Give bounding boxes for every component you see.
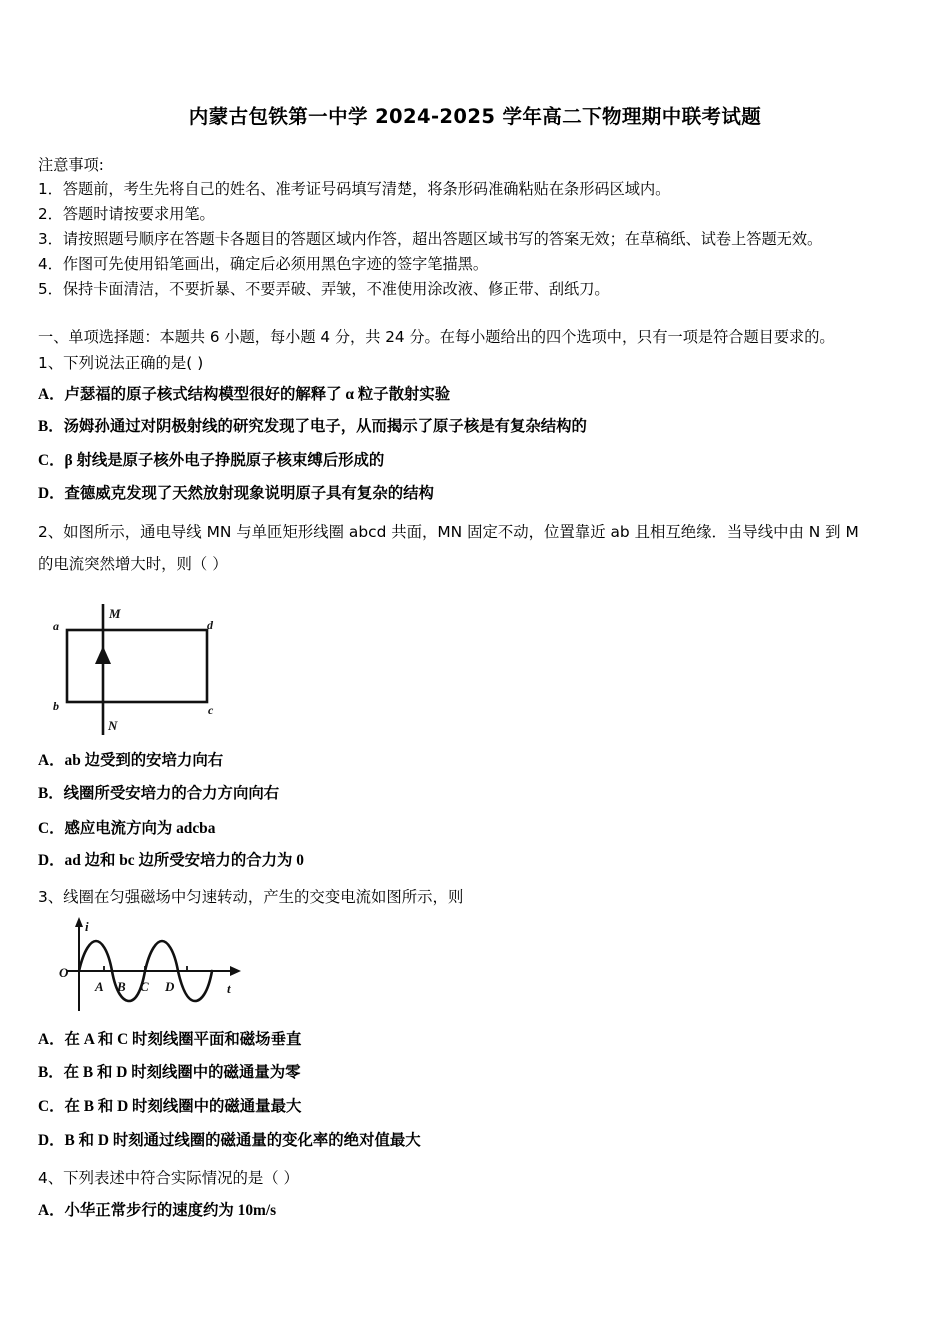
question-3-stem: 3、线圈在匀强磁场中匀速转动，产生的交变电流如图所示，则 <box>38 888 464 906</box>
question-1-stem: 1、下列说法正确的是( ) <box>38 354 204 372</box>
x-axis-arrowhead <box>230 966 241 976</box>
figure-label-n: N <box>108 718 118 733</box>
question-3-option-a: A．在 A 和 C 时刻线圈平面和磁场垂直 <box>38 1031 302 1048</box>
question-2-stem-line-2: 的电流突然增大时，则（ ） <box>38 555 228 573</box>
question-2-option-a: A．ab 边受到的安培力向右 <box>38 752 224 769</box>
question-1-option-b: B．汤姆孙通过对阴极射线的研究发现了电子，从而揭示了原子核是有复杂结构的 <box>38 418 587 435</box>
figure-label-a: a <box>53 619 59 633</box>
notice-item-1: 1．答题前，考生先将自己的姓名、准考证号码填写清楚，将条形码准确粘贴在条形码区域内。 <box>38 180 671 198</box>
question-1-option-d: D．查德威克发现了天然放射现象说明原子具有复杂的结构 <box>38 485 434 502</box>
point-label-d: D <box>165 979 175 994</box>
point-label-a: A <box>95 979 104 994</box>
notice-heading: 注意事项: <box>38 156 104 174</box>
current-direction-arrowhead <box>95 646 111 664</box>
notice-item-3: 3．请按照题号顺序在答题卡各题目的答题区域内作答，超出答题区域书写的答案无效；在草稿纸、试卷上答题无效。 <box>38 230 823 248</box>
question-4-option-a: A．小华正常步行的速度约为 10m/s <box>38 1202 277 1219</box>
figure-label-c: c <box>208 703 214 717</box>
question-4-stem: 4、下列表述中符合实际情况的是（ ） <box>38 1169 299 1187</box>
notice-item-4: 4．作图可先使用铅笔画出，确定后必须用黑色字迹的签字笔描黑。 <box>38 255 489 273</box>
figure-label-d: d <box>207 618 213 632</box>
notice-item-2: 2．答题时请按要求用笔。 <box>38 205 215 223</box>
axis-label-t: t <box>227 981 231 996</box>
question-2-option-b: B．线圈所受安培力的合力方向向右 <box>38 785 280 802</box>
question-2-stem-line-1: 2、如图所示，通电导线 MN 与单匝矩形线圈 abcd 共面，MN 固定不动，位置靠近 ab 且相互绝缘．当导线中由 N 到 M <box>38 523 859 541</box>
axis-label-i: i <box>85 919 89 934</box>
figure-label-m: M <box>109 606 121 621</box>
section-heading: 一、单项选择题：本题共 6 小题，每小题 4 分，共 24 分。在每小题给出的四个选项中，只有一项是符合题目要求的。 <box>38 328 835 346</box>
question-1-option-c: C．β 射线是原子核外电子挣脱原子核束缚后形成的 <box>38 452 385 469</box>
question-2-option-c: C．感应电流方向为 adcba <box>38 820 216 837</box>
page-title: 内蒙古包铁第一中学 2024-2025 学年高二下物理期中联考试题 <box>188 105 762 128</box>
y-axis-arrowhead <box>75 917 83 927</box>
question-3-option-b: B．在 B 和 D 时刻线圈中的磁通量为零 <box>38 1064 301 1081</box>
question-3-option-d: D．B 和 D 时刻通过线圈的磁通量的变化率的绝对值最大 <box>38 1132 421 1149</box>
notice-item-5: 5．保持卡面清洁，不要折暴、不要弄破、弄皱，不准使用涂改液、修正带、刮纸刀。 <box>38 280 610 298</box>
point-label-b: B <box>117 979 126 994</box>
coil-rectangle <box>67 630 207 702</box>
question-3-option-c: C．在 B 和 D 时刻线圈中的磁通量最大 <box>38 1098 302 1115</box>
origin-label-o: O <box>59 965 69 980</box>
figure-current-wire-coil <box>45 602 245 737</box>
point-label-c: C <box>140 979 149 994</box>
question-1-option-a: A．卢瑟福的原子核式结构模型很好的解释了 α 粒子散射实验 <box>38 386 451 403</box>
figure-ac-sine-waveform <box>55 915 265 1027</box>
figure-label-b: b <box>53 699 59 713</box>
question-2-option-d: D．ad 边和 bc 边所受安培力的合力为 0 <box>38 852 304 869</box>
